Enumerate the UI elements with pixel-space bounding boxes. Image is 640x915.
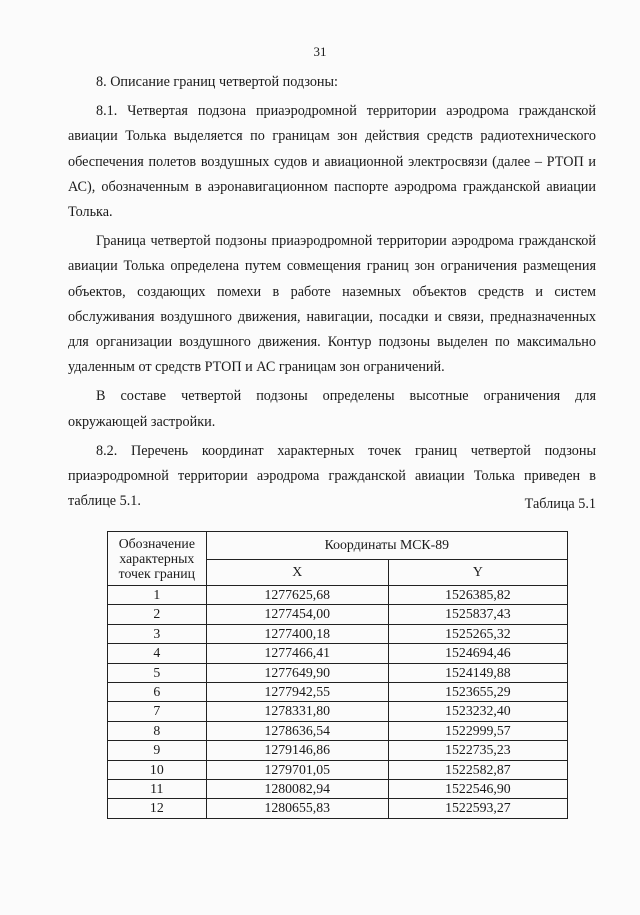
y-coordinate-cell: 1522593,27	[388, 799, 567, 818]
x-coordinate-cell: 1277400,18	[206, 624, 388, 643]
table-row	[108, 624, 568, 643]
y-coordinate-cell: 1526385,82	[388, 586, 567, 605]
point-number-cell: 10	[108, 760, 207, 779]
document-body	[68, 70, 596, 514]
point-number-cell: 12	[108, 799, 207, 818]
point-number-cell: 8	[108, 721, 207, 740]
header-point-designation: Обозначение характерных точек границ	[108, 532, 207, 586]
point-number-cell: 5	[108, 663, 207, 682]
x-coordinate-cell: 1279701,05	[206, 760, 388, 779]
paragraph-height-limits: В составе четвертой подзоны определены высотные ограничения для окружающей застройки.	[68, 388, 596, 430]
table-row	[108, 663, 568, 682]
table-row	[108, 741, 568, 760]
table-row	[108, 799, 568, 818]
y-coordinate-cell: 1525837,43	[388, 605, 567, 624]
x-coordinate-cell: 1277454,00	[206, 605, 388, 624]
point-number-cell: 7	[108, 702, 207, 721]
x-coordinate-cell: 1277466,41	[206, 644, 388, 663]
table-row	[108, 644, 568, 663]
x-coordinate-cell: 1278636,54	[206, 721, 388, 740]
point-number-cell: 3	[108, 624, 207, 643]
section-heading: 8. Описание границ четвертой подзоны:	[96, 74, 338, 90]
y-coordinate-cell: 1524149,88	[388, 663, 567, 682]
y-coordinate-cell: 1525265,32	[388, 624, 567, 643]
point-number-cell: 1	[108, 586, 207, 605]
paragraph-boundary: Граница четвертой подзоны приаэродромной территории аэродрома гражданской авиации Толька определена путем совмещения границ зон ограничения размещения объектов, создающих помехи в работе наземных объектов средств и систем обслуживания воздушного движения, навигации, посадки и связи, предназначенных для организации воздушного движения. Контур подзоны выделен по максимально удаленным от средств РТОП и АС границам зон ограничений.	[68, 233, 596, 376]
point-number-cell: 2	[108, 605, 207, 624]
table-row	[108, 780, 568, 799]
x-coordinate-cell: 1277649,90	[206, 663, 388, 682]
table-row	[108, 683, 568, 702]
table-row	[108, 605, 568, 624]
point-number-cell: 4	[108, 644, 207, 663]
table-row	[108, 586, 568, 605]
paragraph-8-1: 8.1. Четвертая подзона приаэродромной территории аэродрома гражданской авиации Толька выделяется по границам зон действия средств радиотехнического обеспечения полетов воздушных судов и авиационной электросвязи (далее – РТОП и АС), обозначенным в аэронавигационном паспорте аэродрома гражданской авиации Толька.	[68, 103, 596, 221]
point-number-cell: 6	[108, 683, 207, 702]
x-coordinate-cell: 1279146,86	[206, 741, 388, 760]
header-y: Y	[388, 560, 567, 586]
y-coordinate-cell: 1523655,29	[388, 683, 567, 702]
point-number-cell: 9	[108, 741, 207, 760]
x-coordinate-cell: 1277625,68	[206, 586, 388, 605]
y-coordinate-cell: 1522999,57	[388, 721, 567, 740]
page-number: 31	[313, 44, 327, 59]
x-coordinate-cell: 1280655,83	[206, 799, 388, 818]
table-row	[108, 702, 568, 721]
x-coordinate-cell: 1277942,55	[206, 683, 388, 702]
coordinates-table	[107, 531, 568, 819]
y-coordinate-cell: 1524694,46	[388, 644, 567, 663]
y-coordinate-cell: 1523232,40	[388, 702, 567, 721]
header-coordinates: Координаты МСК-89	[206, 532, 567, 560]
paragraph-8-2: 8.2. Перечень координат характерных точек границ четвертой подзоны приаэродромной территории аэродрома гражданской авиации Толька приведен в таблице 5.1.	[68, 442, 596, 510]
table-row	[108, 760, 568, 779]
table-caption: Таблица 5.1	[524, 496, 596, 512]
y-coordinate-cell: 1522582,87	[388, 760, 567, 779]
header-x: X	[206, 560, 388, 586]
x-coordinate-cell: 1278331,80	[206, 702, 388, 721]
point-number-cell: 11	[108, 780, 207, 799]
table-row	[108, 721, 568, 740]
y-coordinate-cell: 1522546,90	[388, 780, 567, 799]
x-coordinate-cell: 1280082,94	[206, 780, 388, 799]
y-coordinate-cell: 1522735,23	[388, 741, 567, 760]
